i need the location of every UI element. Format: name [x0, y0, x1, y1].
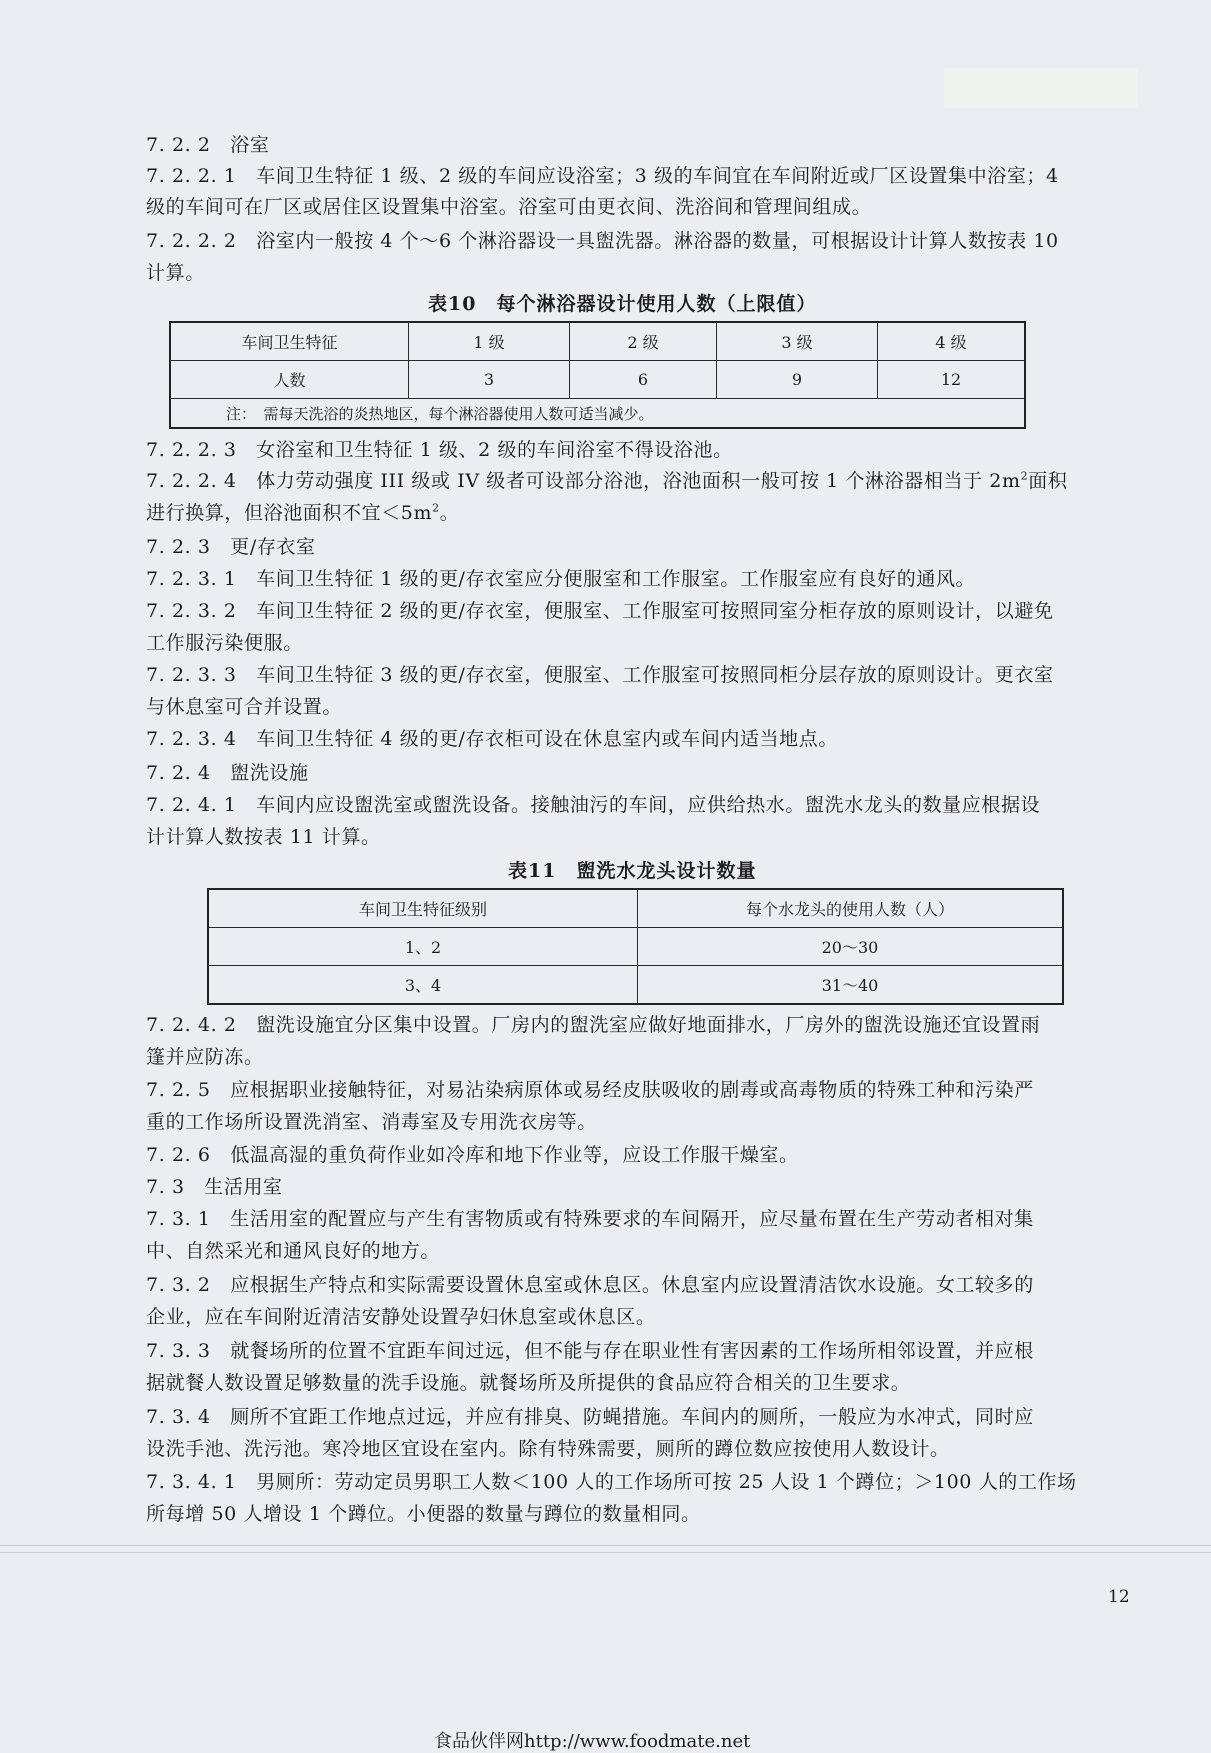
paragraph-line: 计算。: [146, 262, 205, 284]
paragraph-line: 据就餐人数设置足够数量的洗手设施。就餐场所及所提供的食品应符合相关的卫生要求。: [146, 1372, 911, 1394]
table-note: 注： 需每天洗浴的炎热地区，每个淋浴器使用人数可适当减少。: [170, 399, 1025, 429]
table10-caption: 表10 每个淋浴器设计使用人数（上限值）: [428, 293, 817, 315]
paragraph-line: 7. 3. 4 厕所不宜距工作地点过远，并应有排臭、防蝇措施。车间内的厕所，一般应为水冲式，同时应: [146, 1406, 1034, 1428]
page-number: 12: [1108, 1587, 1130, 1607]
table-header-cell: 1 级: [409, 322, 570, 361]
table-header-cell: 车间卫生特征级别: [208, 889, 638, 928]
divider: [0, 1545, 1211, 1546]
paragraph-line: 所每增 50 人增设 1 个蹲位。小便器的数量与蹲位的数量相同。: [146, 1503, 701, 1525]
paragraph-line: 7. 2. 3. 2 车间卫生特征 2 级的更/存衣室，便服室、工作服室可按照同室分柜存放的原则设计，以避免: [146, 600, 1054, 622]
paragraph-line: 设洗手池、洗污池。寒冷地区宜设在室内。除有特殊需要，厕所的蹲位数应按使用人数设计。: [146, 1438, 950, 1460]
table-cell: 6: [570, 361, 717, 399]
paragraph-line: 7. 2. 3. 4 车间卫生特征 4 级的更/存衣柜可设在休息室内或车间内适当地点。: [146, 728, 838, 750]
paragraph-line: 7. 3. 4. 1 男厕所：劳动定员男职工人数＜100 人的工作场所可按 25 人设 1 个蹲位；＞100 人的工作场: [146, 1471, 1077, 1493]
section-heading-7-3: 7. 3 生活用室: [146, 1176, 283, 1198]
paragraph-line: 7. 2. 2. 3 女浴室和卫生特征 1 级、2 级的车间浴室不得设浴池。: [146, 439, 733, 461]
paragraph-line: 7. 2. 4. 1 车间内应设盥洗室或盥洗设备。接触油污的车间，应供给热水。盥洗水龙头的数量应根据设: [146, 794, 1041, 816]
table-cell: 9: [717, 361, 878, 399]
paragraph-line: 7. 2. 4. 2 盥洗设施宜分区集中设置。厂房内的盥洗室应做好地面排水，厂房外的盥洗设施还宜设置雨: [146, 1014, 1041, 1036]
table-header-cell: 3 级: [717, 322, 878, 361]
text-span: 7. 2. 2. 4 体力劳动强度 III 级或 IV 级者可设部分浴池，浴池面积一般可按 1 个淋浴器相当于 2m: [146, 470, 1021, 492]
paragraph-line: 重的工作场所设置洗消室、消毒室及专用洗衣房等。: [146, 1111, 597, 1133]
table-row: [208, 928, 1063, 966]
table-cell: 人数: [170, 361, 409, 399]
paragraph-line: 中、自然采光和通风良好的地方。: [146, 1240, 441, 1262]
table-header-cell: 4 级: [878, 322, 1026, 361]
superscript: 2: [432, 501, 440, 515]
section-heading-7-2-4: 7. 2. 4 盥洗设施: [146, 762, 309, 784]
table-header-row: [170, 322, 1025, 361]
paragraph-line: 7. 3. 3 就餐场所的位置不宜距车间过远，但不能与存在职业性有害因素的工作场所相邻设置，并应根: [146, 1340, 1034, 1362]
paragraph-line: 级的车间可在厂区或居住区设置集中浴室。浴室可由更衣间、洗浴间和管理间组成。: [146, 196, 872, 218]
table-header-row: [208, 889, 1063, 928]
table11: [207, 888, 1064, 1005]
text-span: 进行换算，但浴池面积不宜＜5m: [146, 502, 433, 524]
superscript: 2: [1020, 469, 1029, 483]
table11-caption: 表11 盥洗水龙头设计数量: [508, 860, 757, 882]
table-note-row: [170, 399, 1025, 429]
text-span: 。: [439, 502, 460, 524]
paragraph-line: 7. 2. 6 低温高湿的重负荷作业如冷库和地下作业等，应设工作服干燥室。: [146, 1144, 799, 1166]
table-cell: 12: [878, 361, 1026, 399]
footer-watermark[interactable]: 食品伙伴网http://www.foodmate.net: [434, 1731, 751, 1752]
section-heading-7-2-3: 7. 2. 3 更/存衣室: [146, 536, 316, 558]
paragraph-line: 篷并应防冻。: [146, 1046, 264, 1068]
paragraph-line: [146, 498, 459, 528]
table-header-cell: 2 级: [570, 322, 717, 361]
text-span: 面积: [1028, 470, 1068, 492]
paragraph-line: 工作服污染便服。: [146, 632, 303, 654]
paragraph-line: 7. 2. 5 应根据职业接触特征，对易沾染病原体或易经皮肤吸收的剧毒或高毒物质的特殊工种和污染严: [146, 1079, 1034, 1101]
paragraph-line: 企业，应在车间附近清洁安静处设置孕妇休息室或休息区。: [146, 1306, 656, 1328]
table-header-cell: 车间卫生特征: [170, 322, 409, 361]
table10: [169, 321, 1026, 429]
paragraph-line: 7. 3. 2 应根据生产特点和实际需要设置休息室或休息区。休息室内应设置清洁饮水设施。女工较多的: [146, 1274, 1034, 1296]
table-row: [208, 966, 1063, 1005]
table-cell: 3、4: [208, 966, 638, 1005]
paragraph-line: 与休息室可合并设置。: [146, 696, 343, 718]
paragraph-line: [146, 466, 1067, 496]
divider: [0, 1552, 1211, 1553]
table-header-cell: 每个水龙头的使用人数（人）: [638, 889, 1064, 928]
paragraph-line: 7. 2. 3. 3 车间卫生特征 3 级的更/存衣室，便服室、工作服室可按照同柜分层存放的原则设计。更衣室: [146, 664, 1054, 686]
table-cell: 3: [409, 361, 570, 399]
paragraph-line: 7. 2. 2. 1 车间卫生特征 1 级、2 级的车间应设浴室；3 级的车间宜在车间附近或厂区设置集中浴室；4: [146, 165, 1059, 187]
paragraph-line: 7. 3. 1 生活用室的配置应与产生有害物质或有特殊要求的车间隔开，应尽量布置在生产劳动者相对集: [146, 1208, 1034, 1230]
paragraph-line: 计计算人数按表 11 计算。: [146, 826, 381, 848]
table-cell: 1、2: [208, 928, 638, 966]
table-cell: 31～40: [638, 966, 1064, 1005]
paragraph-line: 7. 2. 3. 1 车间卫生特征 1 级的更/存衣室应分便服室和工作服室。工作服室应有良好的通风。: [146, 568, 976, 590]
paragraph-line: 7. 2. 2. 2 浴室内一般按 4 个～6 个淋浴器设一具盥洗器。淋浴器的数量，可根据设计计算人数按表 10: [146, 230, 1059, 252]
table-cell: 20～30: [638, 928, 1064, 966]
section-heading-7-2-2: 7. 2. 2 浴室: [146, 134, 270, 156]
table-row: [170, 361, 1025, 399]
scan-stamp-mark: [944, 68, 1138, 108]
